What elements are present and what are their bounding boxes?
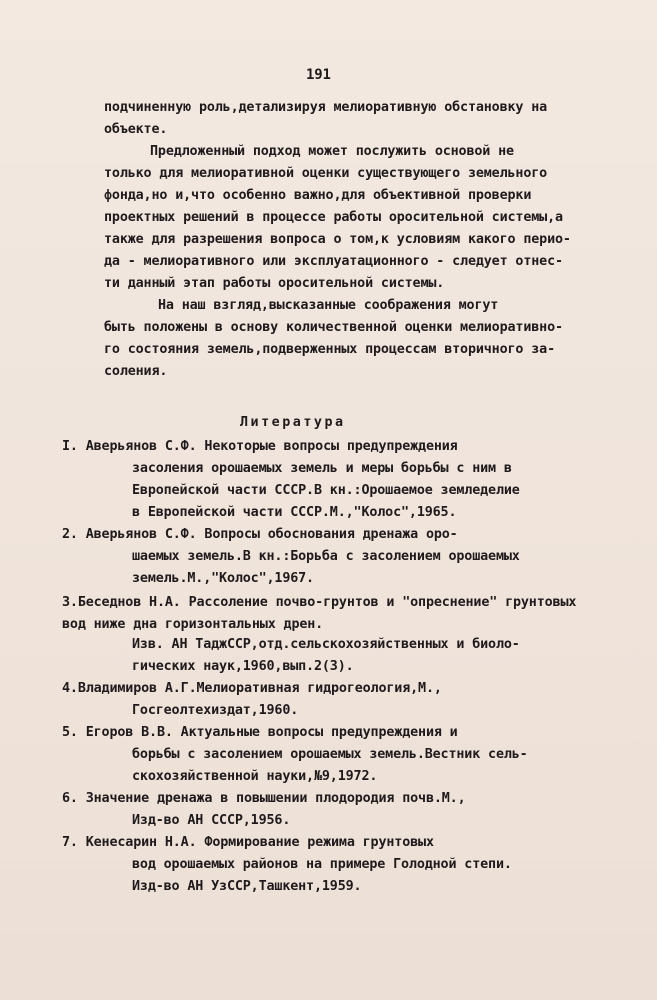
- text-line: проектных решений в процессе работы оросительной системы,а: [104, 210, 563, 225]
- text-line: подчиненную роль,детализируя мелиоративную обстановку на: [104, 100, 548, 115]
- text-line: да - мелиоративного или эксплуатационного - следует отнес-: [104, 254, 563, 269]
- reference-line: 3.Беседнов Н.А. Рассоление почво-грунтов и "опреснение" грунтовых вод ниже дна горизонтальных дрен.: [62, 595, 577, 632]
- reference-line: I. Аверьянов С.Ф. Некоторые вопросы предупреждения: [62, 439, 458, 454]
- reference-line: 2. Аверьянов С.Ф. Вопросы обоснования дренажа оро-: [62, 527, 458, 542]
- reference-line: 5. Егоров В.В. Актуальные вопросы предупреждения и: [62, 725, 458, 740]
- text-line: соления.: [104, 364, 168, 379]
- text-line: фонда,но и,что особенно важно,для объективной проверки: [104, 188, 532, 203]
- text-line: Предложенный подход может послужить основой не: [150, 144, 514, 159]
- reference-line: 6. Значение дренажа в повышении плодородия почв.М.,: [62, 791, 466, 806]
- references-heading: Литература: [240, 415, 346, 430]
- reference-line: земель.М.,"Колос",1967.: [132, 571, 314, 586]
- text-line: также для разрешения вопроса о том,к условиям какого перио-: [104, 232, 571, 247]
- reference-line: борьбы с засолением орошаемых земель.Вестник сель-: [132, 747, 528, 762]
- reference-line: Изв. АН ТаджССР,отд.сельскохозяйственных и биоло-: [132, 637, 520, 652]
- text-line: го состояния земель,подверженных процессам вторичного за-: [104, 342, 555, 357]
- reference-line: шаемых земель.В кн.:Борьба с засолением орошаемых: [132, 549, 520, 564]
- reference-line: Европейской части СССР.В кн.:Орошаемое земледелие: [132, 483, 520, 498]
- reference-line: 7. Кенесарин Н.А. Формирование режима грунтовых: [62, 835, 434, 850]
- reference-line: Изд-во АН УзССР,Ташкент,1959.: [132, 879, 362, 894]
- text-line: ти данный этап работы оросительной системы.: [104, 276, 445, 291]
- reference-line: засоления орошаемых земель и меры борьбы с ним в: [132, 461, 512, 476]
- reference-line: вод орошаемых районов на примере Голодной степи.: [132, 857, 512, 872]
- reference-line: гических наук,1960,вып.2(3).: [132, 659, 354, 674]
- text-line: только для мелиоративной оценки существующего земельного: [104, 166, 548, 181]
- text-line: объекте.: [104, 122, 168, 137]
- reference-line: Госгеолтехиздат,1960.: [132, 703, 299, 718]
- reference-line: скохозяйственной науки,№9,1972.: [132, 769, 378, 784]
- text-line: На наш взгляд,высказанные соображения могут: [158, 298, 499, 313]
- reference-line: 4.Владимиров А.Г.Мелиоративная гидрогеология,М.,: [62, 681, 442, 696]
- page-number: 191: [306, 67, 331, 83]
- text-line: быть положены в основу количественной оценки мелиоративно-: [104, 320, 563, 335]
- reference-line: Изд-во АН СССР,1956.: [132, 813, 291, 828]
- reference-line: в Европейской части СССР.М.,"Колос",1965.: [132, 505, 457, 520]
